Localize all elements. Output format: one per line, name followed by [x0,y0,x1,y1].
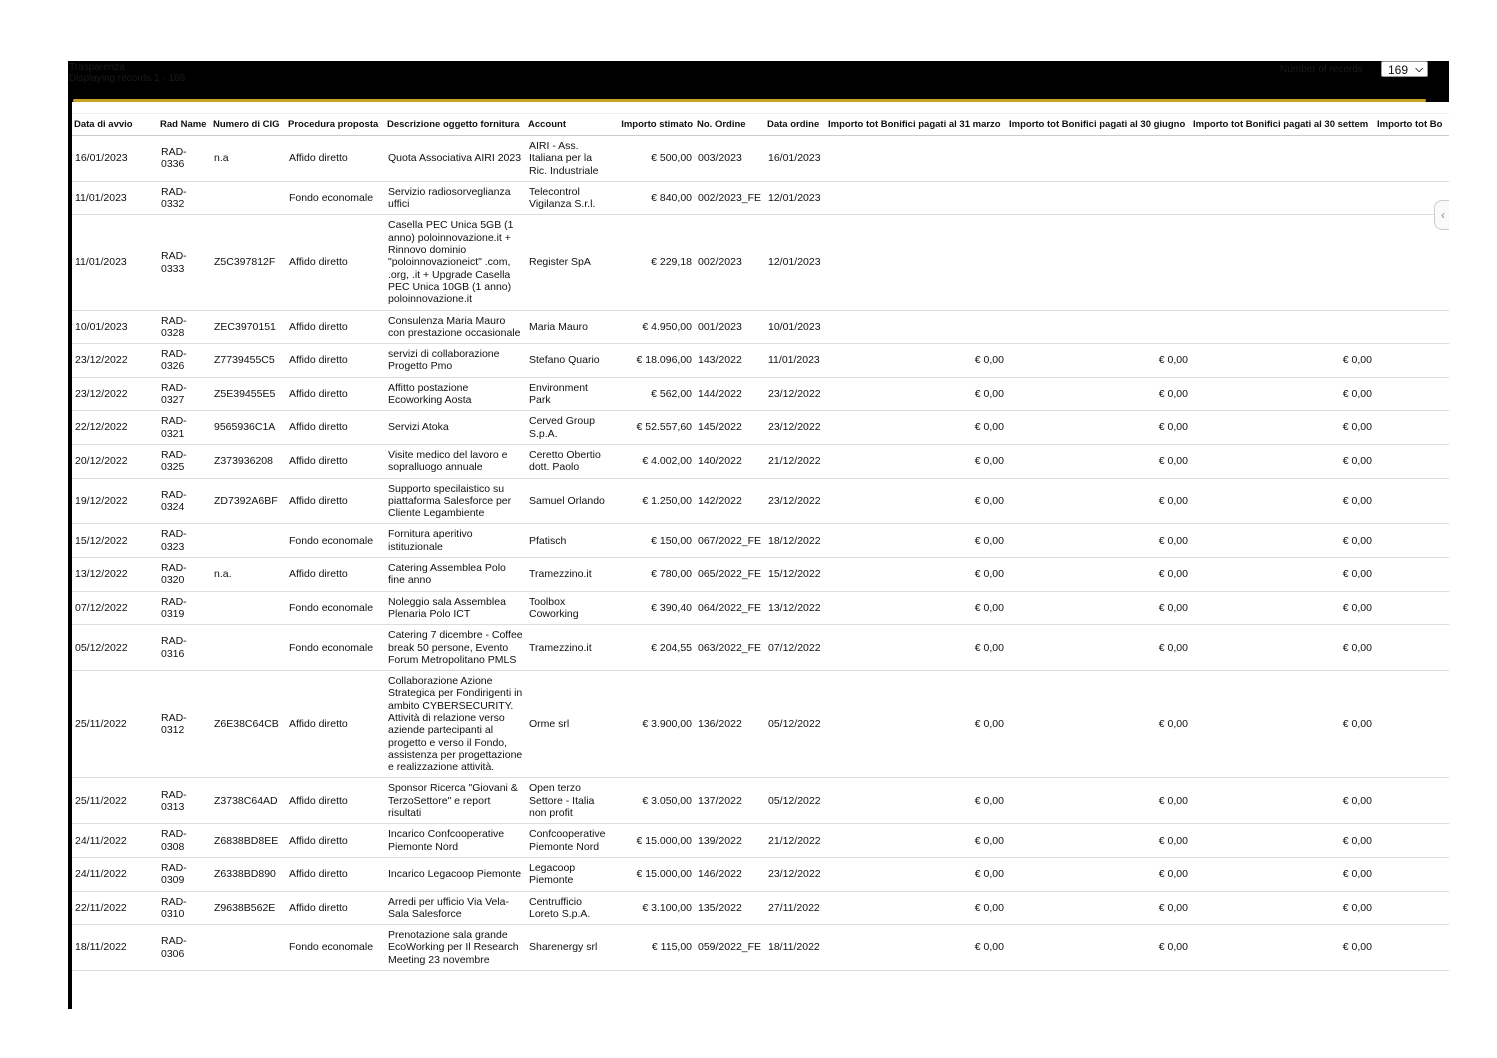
table-cell: 21/12/2022 [765,824,826,858]
table-cell: € 0,00 [1191,891,1375,925]
table-cell: € 0,00 [826,857,1007,891]
table-cell: RAD-0316 [158,625,211,671]
table-cell [1375,444,1449,478]
table-cell: Z373936208 [211,444,286,478]
table-row[interactable] [72,857,1449,891]
table-cell: € 0,00 [1191,444,1375,478]
table-cell [1375,310,1449,344]
table-cell: Sponsor Ricerca "Giovani & TerzoSettore" e report risultati [385,778,526,824]
table-row[interactable] [72,824,1449,858]
table-cell [211,925,286,971]
table-cell: 19/12/2022 [72,478,158,524]
table-cell: RAD-0310 [158,891,211,925]
table-cell: 10/01/2023 [765,310,826,344]
table-cell: Arredi per ufficio Via Vela-Sala Salesforce [385,891,526,925]
table-cell: € 0,00 [826,411,1007,445]
table-cell: RAD-0320 [158,558,211,592]
table-cell [211,524,286,558]
table-cell: Centrufficio Loreto S.p.A. [526,891,614,925]
table-cell: ZEC3970151 [211,310,286,344]
table-row[interactable] [72,377,1449,411]
table-row[interactable] [72,344,1449,378]
table-cell: € 0,00 [1007,625,1191,671]
table-cell: 144/2022 [695,377,765,411]
table-cell: Fondo economale [286,625,385,671]
chevron-down-icon: ⌵ [1415,64,1423,75]
table-cell: € 150,00 [614,524,695,558]
table-cell: € 0,00 [1191,377,1375,411]
table-cell: RAD-0313 [158,778,211,824]
table-cell: € 0,00 [1007,824,1191,858]
table-cell: € 0,00 [1191,671,1375,778]
table-cell: AIRI - Ass. Italiana per la Ric. Industriale [526,136,614,182]
table-cell: 18/12/2022 [765,524,826,558]
table-cell [1191,181,1375,215]
table-cell: 23/12/2022 [765,411,826,445]
table-cell: Supporto specilaistico su piattaforma Salesforce per Cliente Legambiente [385,478,526,524]
table-cell: Catering 7 dicembre - Coffee break 50 persone, Evento Forum Metropolitano PMLS [385,625,526,671]
table-cell: RAD-0336 [158,136,211,182]
table-cell: Tramezzino.it [526,558,614,592]
table-cell: € 0,00 [1007,857,1191,891]
column-header[interactable]: Importo stimato [614,114,695,136]
table-cell: € 0,00 [1007,591,1191,625]
table-cell: 145/2022 [695,411,765,445]
report-title: Trasparenza [69,62,125,73]
table-cell: 05/12/2022 [765,778,826,824]
table-cell: € 0,00 [826,524,1007,558]
table-cell: € 0,00 [1191,591,1375,625]
table-cell: Fondo economale [286,925,385,971]
table-cell: € 0,00 [1191,625,1375,671]
table-cell: € 0,00 [826,558,1007,592]
table-row[interactable] [72,778,1449,824]
table-cell: € 204,55 [614,625,695,671]
table-cell: Z6338BD890 [211,857,286,891]
table-cell: € 780,00 [614,558,695,592]
column-header[interactable]: Importo tot Bonifici pagati al 30 giugno [1007,114,1191,136]
table-cell [1191,215,1375,310]
table-cell: 16/01/2023 [72,136,158,182]
table-cell: 9565936C1A [211,411,286,445]
table-cell: € 0,00 [1191,778,1375,824]
table-cell [1375,891,1449,925]
table-cell: RAD-0325 [158,444,211,478]
table-cell: € 0,00 [1191,478,1375,524]
table-cell: 143/2022 [695,344,765,378]
table-cell: € 0,00 [1007,524,1191,558]
table-cell: 002/2023_FE [695,181,765,215]
table-cell: Register SpA [526,215,614,310]
table-cell: Samuel Orlando [526,478,614,524]
table-cell: 067/2022_FE [695,524,765,558]
table-cell: Z5E39455E5 [211,377,286,411]
table-cell [826,136,1007,182]
table-cell: € 3.050,00 [614,778,695,824]
table-cell [211,181,286,215]
record-count: Displaying records 1 - 169 [69,73,186,84]
table-cell: Affido diretto [286,215,385,310]
table-cell: Z3738C64AD [211,778,286,824]
table-cell: € 4.950,00 [614,310,695,344]
table-cell: Confcooperative Piemonte Nord [526,824,614,858]
table-cell: RAD-0321 [158,411,211,445]
table-cell: Affido diretto [286,136,385,182]
table-cell: RAD-0323 [158,524,211,558]
column-header[interactable]: Importo tot Bonifici pagati al 31 marzo [826,114,1007,136]
table-cell [1007,310,1191,344]
table-cell: Quota Associativa AIRI 2023 [385,136,526,182]
table-cell: Orme srl [526,671,614,778]
table-cell [1375,824,1449,858]
table-cell: Affido diretto [286,411,385,445]
table-cell: 136/2022 [695,671,765,778]
table-cell: Affido diretto [286,857,385,891]
column-header[interactable]: Account [526,114,614,136]
table-cell: Affido diretto [286,558,385,592]
table-cell: € 0,00 [826,377,1007,411]
table-cell: RAD-0306 [158,925,211,971]
table-cell: Prenotazione sala grande EcoWorking per Il Research Meeting 23 novembre [385,925,526,971]
table-cell: € 52.557,60 [614,411,695,445]
table-cell [1375,411,1449,445]
table-cell: Z5C397812F [211,215,286,310]
table-cell [211,591,286,625]
table-cell: 059/2022_FE [695,925,765,971]
report-frame [68,61,1449,1009]
table-cell: 12/01/2023 [765,215,826,310]
table-cell: Open terzo Settore - Italia non profit [526,778,614,824]
table-cell: € 0,00 [1191,824,1375,858]
table-cell: Sharenergy srl [526,925,614,971]
table-cell: € 0,00 [1007,444,1191,478]
table-cell: € 0,00 [826,925,1007,971]
table-cell: 05/12/2022 [765,671,826,778]
table-cell: RAD-0312 [158,671,211,778]
table-cell [1375,377,1449,411]
table-cell: Affido diretto [286,377,385,411]
table-row[interactable] [72,591,1449,625]
table-cell: 13/12/2022 [765,591,826,625]
table-cell [1375,558,1449,592]
table-cell [1191,310,1375,344]
table-cell [1375,857,1449,891]
table-cell: Affitto postazione Ecoworking Aosta [385,377,526,411]
table-cell: € 115,00 [614,925,695,971]
table-cell: 001/2023 [695,310,765,344]
table-cell: RAD-0328 [158,310,211,344]
table-cell: Servizi Atoka [385,411,526,445]
table-body [72,136,1449,971]
table-cell: € 0,00 [1007,558,1191,592]
table-cell: RAD-0309 [158,857,211,891]
column-header[interactable]: Data di avvio [72,114,158,136]
column-header[interactable]: Rad Name [158,114,211,136]
table-cell: € 0,00 [1191,857,1375,891]
column-header[interactable]: Numero di CIG [211,114,286,136]
table-row[interactable] [72,444,1449,478]
table-cell: € 0,00 [826,778,1007,824]
table-cell: Maria Mauro [526,310,614,344]
table-cell: RAD-0327 [158,377,211,411]
table-cell [1007,181,1191,215]
table-cell [1375,136,1449,182]
table-cell: € 0,00 [1007,344,1191,378]
table-cell: Z6838BD8EE [211,824,286,858]
table-cell: € 0,00 [1007,377,1191,411]
table-cell: RAD-0308 [158,824,211,858]
table-cell: € 15.000,00 [614,857,695,891]
table-cell: Z7739455C5 [211,344,286,378]
table-cell: € 0,00 [1191,411,1375,445]
table-row[interactable] [72,136,1449,182]
table-row[interactable] [72,524,1449,558]
table-cell: n.a. [211,558,286,592]
table-cell: 23/12/2022 [72,344,158,378]
table-cell: Affido diretto [286,891,385,925]
table-cell: 23/12/2022 [765,857,826,891]
table-row[interactable] [72,411,1449,445]
table-cell: servizi di collaborazione Progetto Pmo [385,344,526,378]
records-table [72,113,1449,971]
table-cell: € 1.250,00 [614,478,695,524]
table-cell: RAD-0332 [158,181,211,215]
table-cell [1375,344,1449,378]
table-cell: Ceretto Obertio dott. Paolo [526,444,614,478]
table-cell: € 0,00 [1007,671,1191,778]
table-cell: € 3.100,00 [614,891,695,925]
table-cell: Collaborazione Azione Strategica per Fondirigenti in ambito CYBERSECURITY. Attività di relazione verso aziende partecipanti al progetto e verso il Fondo, assistenza per progettazione e realizzazione attività. [385,671,526,778]
table-row[interactable] [72,558,1449,592]
table-cell [826,310,1007,344]
table-cell: 10/01/2023 [72,310,158,344]
table-cell: € 840,00 [614,181,695,215]
table-cell: € 562,00 [614,377,695,411]
table-cell: 25/11/2022 [72,671,158,778]
table-cell: Fondo economale [286,524,385,558]
table-cell: € 390,40 [614,591,695,625]
table-cell: € 0,00 [826,891,1007,925]
table-cell: € 0,00 [1007,891,1191,925]
table-cell: 24/11/2022 [72,857,158,891]
table-row[interactable] [72,215,1449,310]
table-row[interactable] [72,925,1449,971]
table-cell: Consulenza Maria Mauro con prestazione occasionale [385,310,526,344]
table-cell: ZD7392A6BF [211,478,286,524]
table-cell: 20/12/2022 [72,444,158,478]
column-header[interactable]: No. Ordine [695,114,765,136]
records-label: Number of records [1280,64,1363,75]
table-cell: 22/12/2022 [72,411,158,445]
table-cell: RAD-0319 [158,591,211,625]
table-cell: 064/2022_FE [695,591,765,625]
table-cell: Cerved Group S.p.A. [526,411,614,445]
table-cell [826,181,1007,215]
table-cell: Z9638B562E [211,891,286,925]
table-cell [211,625,286,671]
column-header[interactable]: Descrizione oggetto fornitura [385,114,526,136]
table-cell [1375,625,1449,671]
table-cell: Toolbox Coworking [526,591,614,625]
table-cell: 23/12/2022 [765,478,826,524]
table-cell: 11/01/2023 [765,344,826,378]
table-cell [826,215,1007,310]
table-cell: RAD-0326 [158,344,211,378]
table-cell: Affido diretto [286,824,385,858]
table-cell: € 0,00 [826,625,1007,671]
table-cell: € 3.900,00 [614,671,695,778]
column-header[interactable]: Procedura proposta [286,114,385,136]
table-cell: € 500,00 [614,136,695,182]
table-cell: Incarico Confcooperative Piemonte Nord [385,824,526,858]
table-cell: 063/2022_FE [695,625,765,671]
table-cell: Affido diretto [286,344,385,378]
table-cell [1375,778,1449,824]
column-header[interactable]: Importo tot Bonifici pagati al 30 settem [1191,114,1375,136]
table-row[interactable] [72,181,1449,215]
table-cell: RAD-0333 [158,215,211,310]
table-panel [72,102,1449,1009]
table-cell: 137/2022 [695,778,765,824]
table-cell: 146/2022 [695,857,765,891]
table-cell: € 229,18 [614,215,695,310]
table-cell: € 0,00 [826,824,1007,858]
table-cell: Affido diretto [286,310,385,344]
table-cell: € 0,00 [1007,411,1191,445]
table-cell: Pfatisch [526,524,614,558]
table-cell [1375,925,1449,971]
records-per-page-select[interactable] [1381,61,1428,77]
table-cell: 12/01/2023 [765,181,826,215]
table-row[interactable] [72,310,1449,344]
table-cell: 07/12/2022 [72,591,158,625]
table-cell: € 0,00 [826,478,1007,524]
table-cell: 07/12/2022 [765,625,826,671]
table-cell [1191,136,1375,182]
table-row[interactable] [72,891,1449,925]
table-cell: RAD-0324 [158,478,211,524]
table-cell: 23/12/2022 [72,377,158,411]
table-cell: Casella PEC Unica 5GB (1 anno) poloinnovazione.it + Rinnovo dominio "poloinnovazioneict" .com, .org, .it + Upgrade Casella PEC Unica 10GB (1 anno) poloinnovazione.it [385,215,526,310]
table-cell: Affido diretto [286,778,385,824]
table-cell: € 0,00 [1191,925,1375,971]
table-cell: 11/01/2023 [72,215,158,310]
table-cell [1375,591,1449,625]
table-cell: € 0,00 [1007,778,1191,824]
table-cell [1375,524,1449,558]
table-cell: 18/11/2022 [765,925,826,971]
table-cell: 21/12/2022 [765,444,826,478]
table-cell: € 18.096,00 [614,344,695,378]
table-cell: 002/2023 [695,215,765,310]
table-cell: Environment Park [526,377,614,411]
table-cell: Catering Assemblea Polo fine anno [385,558,526,592]
report-header [68,61,1449,99]
table-cell: € 0,00 [1191,558,1375,592]
table-cell: 11/01/2023 [72,181,158,215]
table-cell: 22/11/2022 [72,891,158,925]
table-cell: 15/12/2022 [72,524,158,558]
table-cell: Affido diretto [286,671,385,778]
table-cell: 16/01/2023 [765,136,826,182]
table-cell: Fondo economale [286,591,385,625]
table-cell [1375,478,1449,524]
table-cell: 140/2022 [695,444,765,478]
table-cell: 18/11/2022 [72,925,158,971]
table-row[interactable] [72,671,1449,778]
table-cell: 142/2022 [695,478,765,524]
table-cell: Incarico Legacoop Piemonte [385,857,526,891]
column-header[interactable]: Data ordine [765,114,826,136]
table-cell: Affido diretto [286,444,385,478]
table-cell: n.a [211,136,286,182]
table-cell: Visite medico del lavoro e sopralluogo annuale [385,444,526,478]
table-cell: Tramezzino.it [526,625,614,671]
records-select-value: 169 [1388,63,1409,77]
table-cell [1007,215,1191,310]
table-cell: 24/11/2022 [72,824,158,858]
table-cell: € 0,00 [1007,478,1191,524]
table-cell: 139/2022 [695,824,765,858]
table-cell [1375,671,1449,778]
table-cell: 003/2023 [695,136,765,182]
table-cell: 135/2022 [695,891,765,925]
table-cell: 065/2022_FE [695,558,765,592]
table-row[interactable] [72,625,1449,671]
table-header-row [72,114,1449,136]
table-cell: Servizio radiosorveglianza uffici [385,181,526,215]
table-cell: € 0,00 [826,344,1007,378]
table-row[interactable] [72,478,1449,524]
table-cell: Legacoop Piemonte [526,857,614,891]
table-cell: 23/12/2022 [765,377,826,411]
side-panel-toggle[interactable]: ‹ [1434,200,1449,230]
column-header[interactable]: Importo tot Bo [1375,114,1449,136]
table-cell: € 0,00 [1191,524,1375,558]
table-cell: € 15.000,00 [614,824,695,858]
table-cell: Affido diretto [286,478,385,524]
table-cell: € 0,00 [826,671,1007,778]
table-cell: Z6E38C64CB [211,671,286,778]
table-cell: € 0,00 [1191,344,1375,378]
table-cell: € 0,00 [826,444,1007,478]
table-cell: Fondo economale [286,181,385,215]
table-cell: 13/12/2022 [72,558,158,592]
table-cell: 05/12/2022 [72,625,158,671]
table-cell: 27/11/2022 [765,891,826,925]
table-cell: 15/12/2022 [765,558,826,592]
table-cell: Telecontrol Vigilanza S.r.l. [526,181,614,215]
table-cell [1007,136,1191,182]
table-cell: Noleggio sala Assemblea Plenaria Polo ICT [385,591,526,625]
table-cell: 25/11/2022 [72,778,158,824]
table-cell: Fornitura aperitivo istituzionale [385,524,526,558]
table-cell: € 0,00 [826,591,1007,625]
table-cell: € 4.002,00 [614,444,695,478]
table-cell: Stefano Quario [526,344,614,378]
table-cell: € 0,00 [1007,925,1191,971]
